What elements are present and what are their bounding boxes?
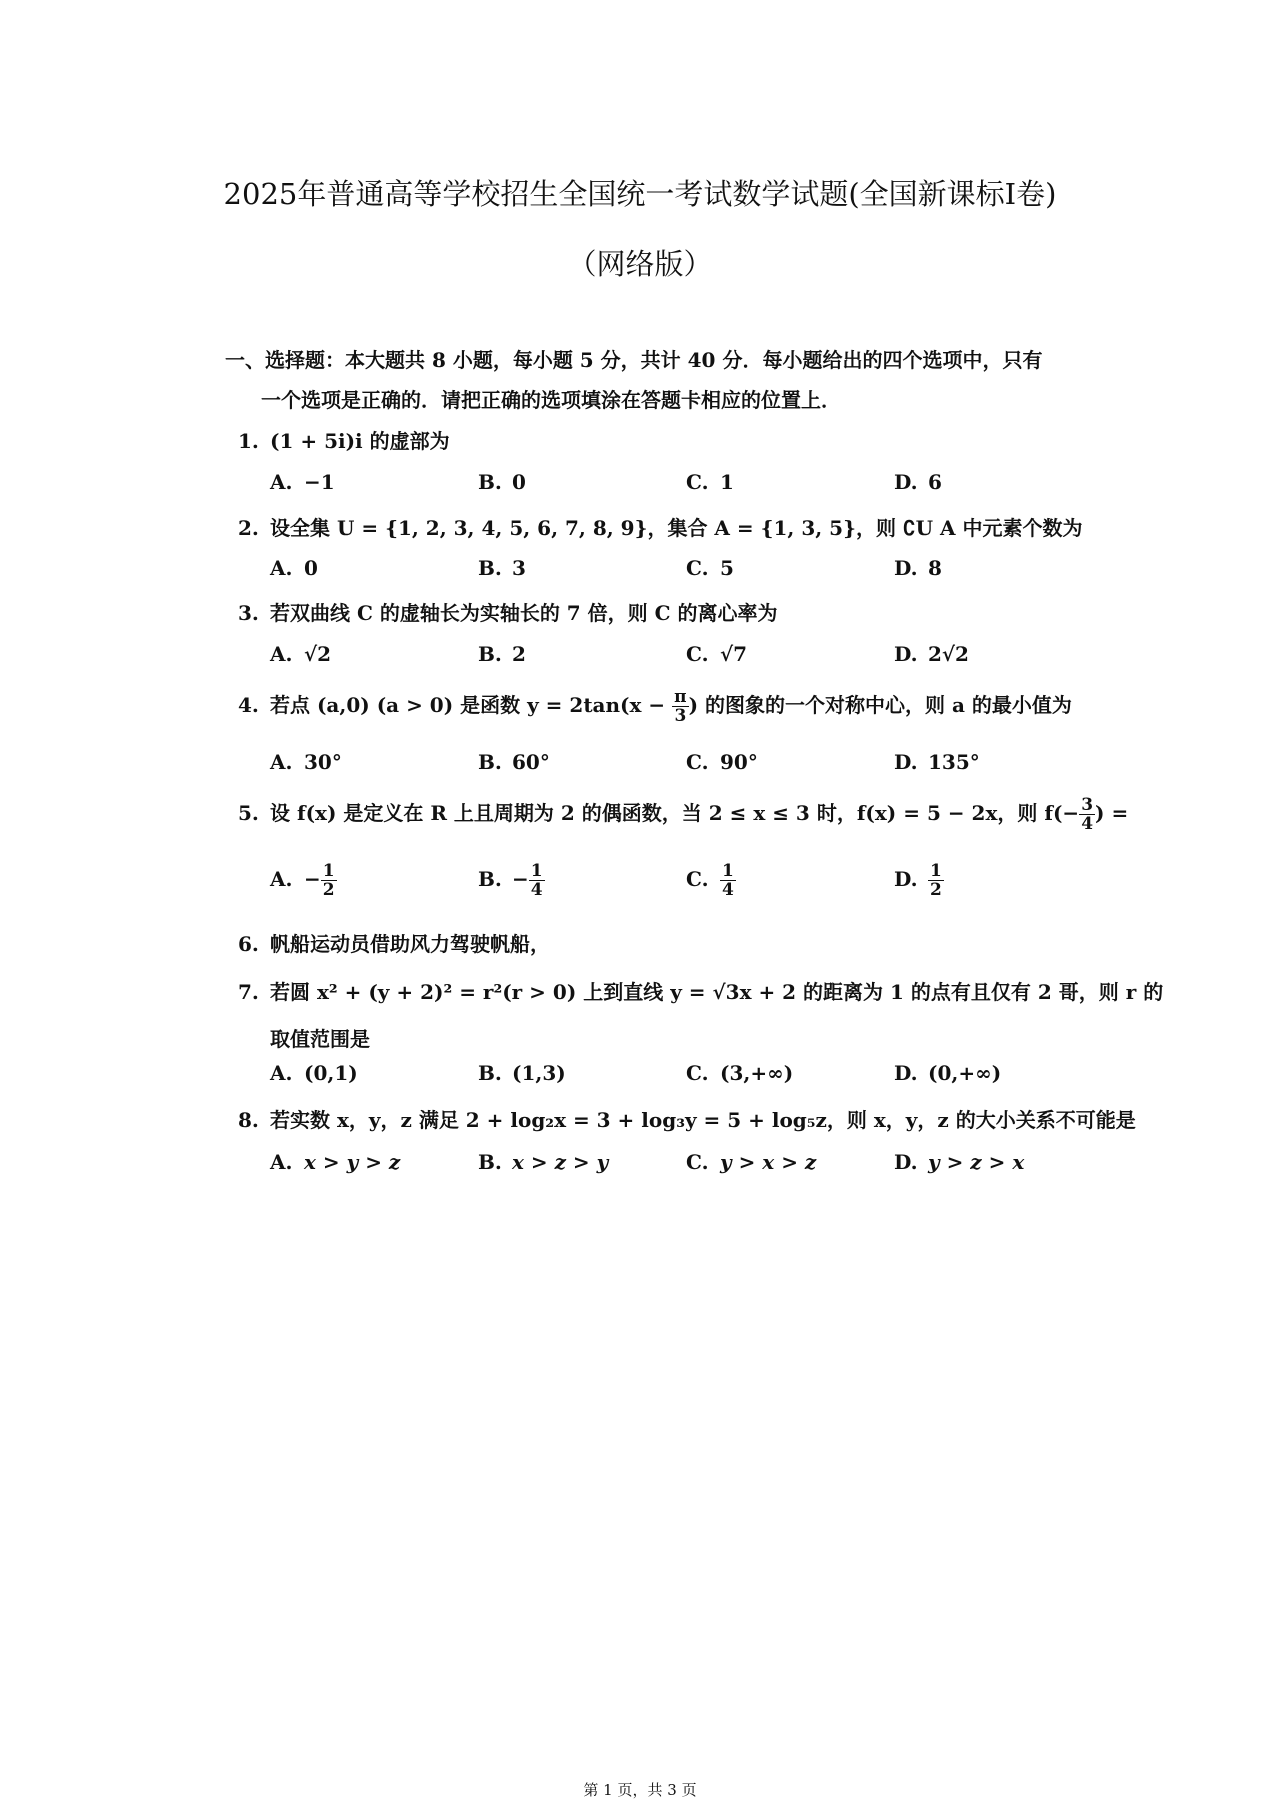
option-a [270,642,331,666]
page-footer: 第 1 页，共 3 页 [583,1781,697,1799]
option-d [894,1150,1024,1174]
question-7 [238,976,1163,1052]
option-value: 8 [928,556,942,580]
question-text-continued: 取值范围是 [270,1027,370,1051]
option-label: B. [478,642,502,666]
option-label: B. [478,470,502,494]
option-label: B. [478,556,502,580]
section-instructions [225,340,1085,420]
option-b [478,862,545,899]
fraction-denominator: 4 [722,880,734,900]
fraction [928,862,944,899]
section-line-2: 一个选项是正确的．请把正确的选项填涂在答题卡相应的位置上． [261,388,841,412]
option-a [270,470,335,494]
option-b [478,556,526,580]
question-text: 帆船运动员借助风力驾驶帆船， [270,932,550,956]
option-d [894,470,942,494]
question-number: 2. [238,516,259,540]
option-value: y > x > z [720,1150,817,1174]
option-c [686,862,736,899]
option-label: D. [894,1061,918,1085]
option-value: −1 [304,470,335,494]
option-label: D. [894,1150,918,1174]
option-value: (0,1) [304,1061,358,1085]
fraction-numerator: π [674,687,687,707]
option-value: √2 [304,642,332,666]
option-value: 2√2 [928,642,969,666]
option-d [894,556,942,580]
option-value: 2 [512,642,526,666]
option-value: (3,+∞) [720,1061,794,1085]
fraction-denominator: 4 [1081,814,1094,834]
section-line-1: 一、选择题：本大题共 8 小题，每小题 5 分，共计 40 分．每小题给出的四个选项中，只有 [225,348,1043,372]
option-value: √7 [720,642,748,666]
question-text-post: ) = [1095,801,1129,825]
fraction-numerator: 1 [930,861,942,881]
question-text: 若点 (a,0) (a > 0) 是函数 y = 2tan(x − [270,693,666,717]
option-value: 6 [928,470,942,494]
question-number: 3. [238,601,259,625]
option-label: A. [270,470,293,494]
option-label: A. [270,556,293,580]
option-label: B. [478,1061,502,1085]
option-label: D. [894,867,918,891]
option-value: 60° [512,750,550,774]
option-b [478,470,526,494]
option-label: D. [894,470,918,494]
fraction-denominator: 3 [674,706,687,726]
option-b [478,750,550,774]
option-value: (0,+∞) [928,1061,1002,1085]
option-a [270,862,337,899]
question-4 [238,688,1072,725]
fraction-numerator: 1 [530,861,543,881]
option-d [894,750,980,774]
option-label: C. [686,556,709,580]
option-label: D. [894,642,918,666]
option-label: A. [270,642,293,666]
option-a [270,556,318,580]
option-sign: − [304,867,321,891]
option-label: B. [478,1150,502,1174]
question-text: 设全集 U = {1, 2, 3, 4, 5, 6, 7, 8, 9}，集合 A = {1, 3, 5}，则 ∁U A 中元素个数为 [270,516,1083,540]
option-value: x > y > z [304,1150,401,1174]
option-label: D. [894,750,918,774]
option-value: 90° [720,750,758,774]
option-value: 30° [304,750,342,774]
question-text: 若实数 x，y，z 满足 2 + log₂x = 3 + log₃y = 5 + log₅z，则 x，y，z 的大小关系不可能是 [270,1108,1136,1132]
fraction-denominator: 2 [322,880,335,900]
question-number: 8. [238,1108,259,1132]
fraction [672,688,688,725]
option-d [894,1061,1001,1085]
option-label: C. [686,750,709,774]
option-b [478,1150,608,1174]
option-c [686,1150,816,1174]
question-number: 4. [238,693,259,717]
option-d [894,862,944,899]
fraction [720,862,736,899]
option-d [894,642,969,666]
question-2 [238,512,1083,541]
fraction-denominator: 2 [930,880,942,900]
option-value: 135° [928,750,980,774]
page-title: 2025年普通高等学校招生全国统一考试数学试题(全国新课标I卷) [223,177,1057,211]
question-number: 7. [238,980,259,1004]
option-a [270,1150,400,1174]
fraction [529,862,545,899]
option-label: D. [894,556,918,580]
option-value: 0 [512,470,526,494]
option-a [270,1061,358,1085]
option-label: C. [686,642,709,666]
option-label: A. [270,1150,293,1174]
option-label: C. [686,867,709,891]
option-value: 0 [304,556,318,580]
option-a [270,750,342,774]
option-value: 1 [720,470,734,494]
option-value: y > z > x [928,1150,1025,1174]
question-3 [238,597,778,626]
option-value: (1,3) [512,1061,566,1085]
fraction [1079,796,1095,833]
option-label: C. [686,470,709,494]
option-label: C. [686,1150,709,1174]
option-sign: − [512,867,529,891]
question-text-post: ) 的图象的一个对称中心，则 a 的最小值为 [688,693,1072,717]
fraction-numerator: 1 [722,861,734,881]
option-c [686,1061,793,1085]
fraction [321,862,337,899]
option-label: C. [686,1061,709,1085]
fraction-denominator: 4 [530,880,543,900]
option-value: 3 [512,556,526,580]
option-c [686,750,758,774]
option-value: 5 [720,556,734,580]
option-c [686,470,734,494]
option-c [686,556,734,580]
fraction-numerator: 3 [1081,795,1094,815]
question-number: 5. [238,801,259,825]
option-label: A. [270,1061,293,1085]
question-text: 设 f(x) 是定义在 R 上且周期为 2 的偶函数，当 2 ≤ x ≤ 3 时，f(x) = 5 − 2x，则 f(− [270,801,1080,825]
option-label: B. [478,867,502,891]
option-label: B. [478,750,502,774]
question-text: 若双曲线 C 的虚轴长为实轴长的 7 倍，则 C 的离心率为 [270,601,778,625]
question-6 [238,928,550,957]
question-8 [238,1104,1136,1133]
option-b [478,642,526,666]
option-b [478,1061,566,1085]
option-label: A. [270,867,293,891]
question-number: 6. [238,932,259,956]
page-subtitle: （网络版） [567,247,713,281]
question-number: 1. [238,429,259,453]
question-text: (1 + 5i)i 的虚部为 [270,429,450,453]
question-text: 若圆 x² + (y + 2)² = r²(r > 0) 上到直线 y = √3x + 2 的距离为 1 的点有且仅有 2 哥，则 r 的 [270,980,1164,1004]
option-c [686,642,747,666]
option-label: A. [270,750,293,774]
question-1 [238,425,450,454]
option-value: x > z > y [512,1150,609,1174]
fraction-numerator: 1 [322,861,335,881]
question-5 [238,796,1128,833]
